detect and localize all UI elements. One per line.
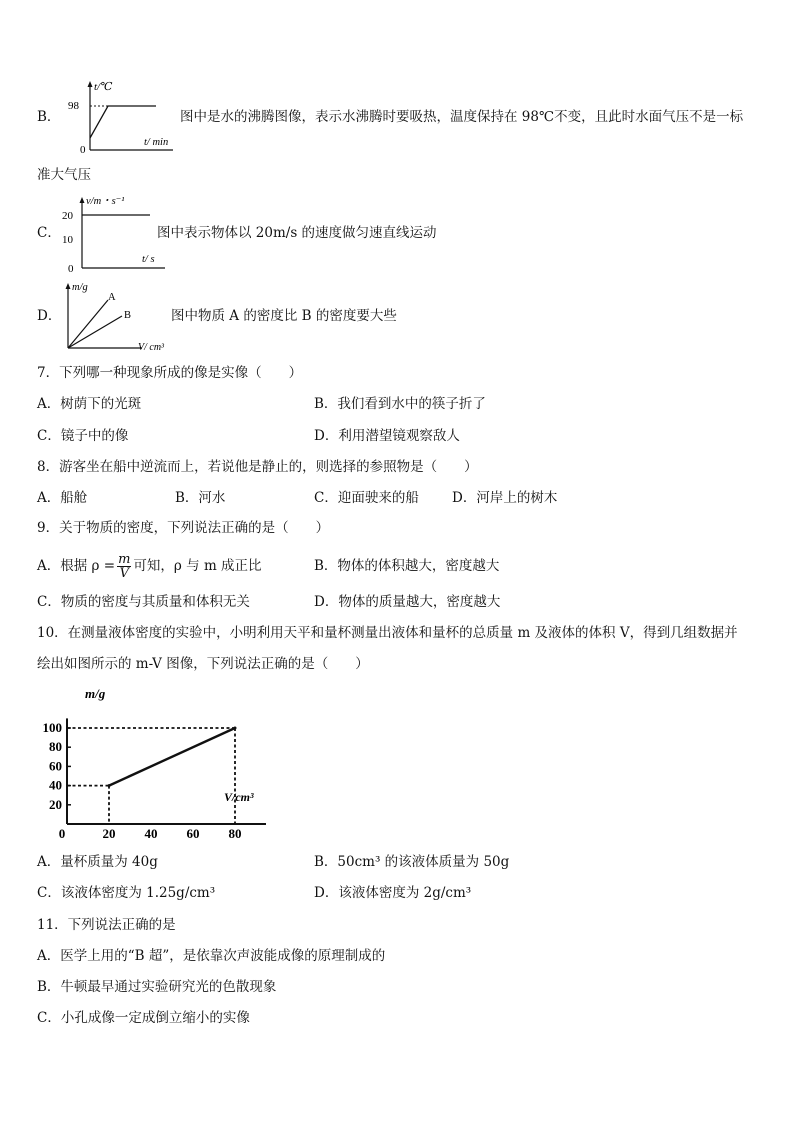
density-label-a: A	[108, 292, 116, 303]
q7-stem: 7．下列哪一种现象所成的像是实像（ ）	[37, 365, 303, 381]
q9-option-d: D．物体的质量越大，密度越大	[314, 594, 501, 610]
q11-stem: 11．下列说法正确的是	[37, 917, 176, 933]
mv-point-end	[234, 727, 237, 730]
q10-option-d: D．该液体密度为 2g/cm³	[314, 885, 472, 901]
q9-stem: 9．关于物质的密度，下列说法正确的是（ ）	[37, 520, 330, 536]
boiling-y-98: 98	[68, 100, 79, 112]
mv-chart-xlabel: V/cm³	[224, 790, 254, 804]
q11-option-b: B．牛顿最早通过实验研究光的色散现象	[37, 979, 277, 995]
boiling-origin: 0	[80, 144, 86, 154]
mv-chart-ylabel: m/g	[85, 686, 106, 701]
boiling-xlabel: t/ min	[144, 137, 169, 148]
q8-option-c: C．迎面驶来的船	[314, 490, 419, 506]
mv-y-tick-label: 100	[42, 720, 62, 735]
mv-x-tick-label: 20	[102, 826, 116, 841]
velocity-tick-10: 10	[62, 234, 73, 246]
mv-point-start	[108, 784, 111, 787]
q10-option-a: A．量杯质量为 40g	[37, 854, 158, 870]
density-xlabel: V/ cm³	[138, 342, 165, 353]
q11-option-c: C．小孔成像一定成倒立缩小的实像	[37, 1010, 250, 1026]
q11-option-a: A．医学上用的“B 超”，是依靠次声波能成像的原理制成的	[37, 948, 386, 964]
velocity-ylabel: v/m・s⁻¹	[86, 196, 125, 207]
option-d-letter: D．	[37, 308, 62, 324]
q9-option-a	[37, 553, 262, 580]
q9-fraction-num: m	[118, 552, 131, 567]
option-b-text: 图中是水的沸腾图像，表示水沸腾时要吸热，温度保持在 98℃不变，且此时水面气压不是一标	[180, 109, 744, 125]
q9-option-a-pre: A．根据 ρ =	[37, 558, 116, 574]
velocity-tick-20: 20	[62, 210, 73, 222]
q8-option-b: B．河水	[175, 490, 226, 506]
q9-fraction	[117, 553, 131, 580]
density-label-b: B	[124, 310, 132, 321]
mv-chart	[36, 684, 266, 844]
density-ylabel: m/g	[72, 282, 88, 293]
option-d-text: 图中物质 A 的密度比 B 的密度要大些	[171, 308, 397, 324]
q7-option-a: A．树荫下的光斑	[37, 396, 142, 412]
mv-y-tick-label: 80	[49, 739, 62, 755]
mv-series-line	[109, 728, 235, 786]
q10-option-b: B．50cm³ 的该液体质量为 50g	[314, 854, 510, 870]
q9-fraction-den: V	[119, 566, 129, 581]
density-graph	[62, 278, 172, 356]
velocity-tick-0: 0	[68, 263, 74, 274]
q10-stem-line2: 绘出如图所示的 m-V 图像，下列说法正确的是（ ）	[37, 656, 369, 672]
q9-option-a-post: 可知，ρ 与 m 成正比	[133, 558, 262, 574]
option-c-letter: C．	[37, 225, 61, 241]
mv-x-tick-label: 80	[228, 826, 242, 841]
q7-option-b: B．我们看到水中的筷子折了	[314, 396, 486, 412]
velocity-graph	[60, 192, 170, 274]
mv-y-tick-label: 60	[49, 758, 62, 774]
q7-option-d: D．利用潜望镜观察敌人	[314, 428, 460, 444]
mv-x-tick-label: 0	[58, 826, 66, 841]
q9-option-b: B．物体的体积越大，密度越大	[314, 558, 500, 574]
velocity-xlabel: t/ s	[142, 254, 155, 265]
mv-y-tick-label: 40	[49, 777, 62, 793]
boiling-ylabel: t/℃	[94, 81, 113, 93]
boiling-graph	[68, 78, 178, 154]
mv-y-tick-label: 20	[49, 796, 62, 812]
option-b-text-cont: 准大气压	[37, 167, 91, 183]
mv-x-tick-label: 40	[144, 826, 158, 841]
mv-x-tick-label: 60	[186, 826, 200, 841]
q8-stem: 8．游客坐在船中逆流而上，若说他是静止的，则选择的参照物是（ ）	[37, 459, 478, 475]
q8-option-a: A．船舱	[37, 490, 88, 506]
option-c-text: 图中表示物体以 20m/s 的速度做匀速直线运动	[157, 225, 437, 241]
q7-option-c: C．镜子中的像	[37, 428, 129, 444]
q9-option-c: C．物质的密度与其质量和体积无关	[37, 594, 250, 610]
option-b-letter: B．	[37, 109, 61, 125]
q10-option-c: C．该液体密度为 1.25g/cm³	[37, 885, 216, 901]
q8-option-d: D．河岸上的树木	[452, 490, 558, 506]
q10-stem-line1: 10．在测量液体密度的实验中，小明利用天平和量杯测量出液体和量杯的总质量 m 及液体的体积 V，得到几组数据并	[37, 625, 738, 641]
